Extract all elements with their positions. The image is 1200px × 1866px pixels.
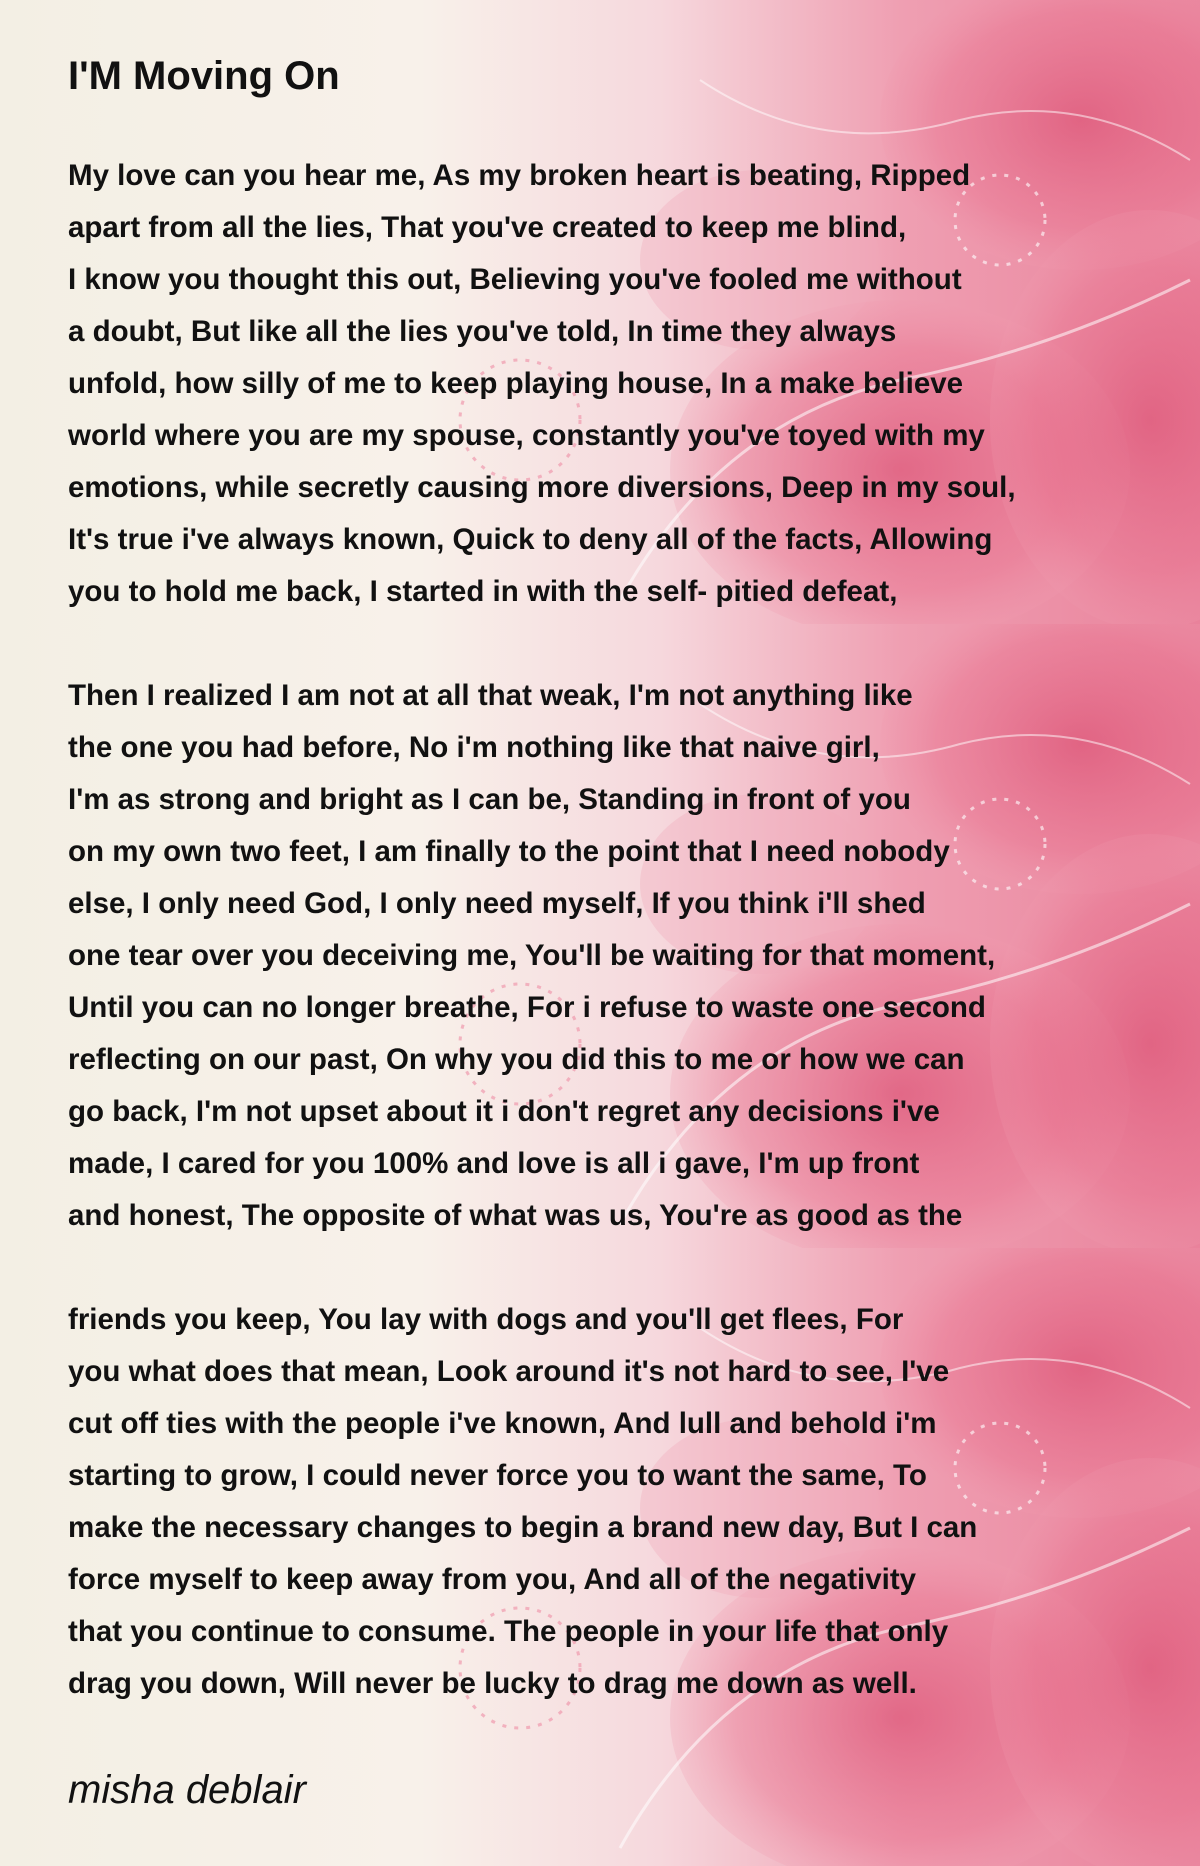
poem-line: you to hold me back, I started in with the self- pitied defeat, — [68, 575, 898, 608]
poem-line: friends you keep, You lay with dogs and you'll get flees, For — [68, 1303, 904, 1336]
poem-line: It's true i've always known, Quick to deny all of the facts, Allowing — [68, 523, 993, 556]
poem-line: you what does that mean, Look around it's not hard to see, I've — [68, 1355, 950, 1388]
poem-line: on my own two feet, I am finally to the point that I need nobody — [68, 835, 950, 868]
poem-line: that you continue to consume. The people in your life that only — [68, 1615, 949, 1648]
poem-line: world where you are my spouse, constantly you've toyed with my — [68, 419, 985, 452]
stanza-3 — [68, 1294, 1178, 1710]
poem-line: and honest, The opposite of what was us, You're as good as the — [68, 1199, 963, 1232]
poem-line: made, I cared for you 100% and love is all i gave, I'm up front — [68, 1147, 920, 1180]
poem-line: make the necessary changes to begin a brand new day, But I can — [68, 1511, 978, 1544]
poem-line: unfold, how silly of me to keep playing house, In a make believe — [68, 367, 964, 400]
poem-line: one tear over you deceiving me, You'll be waiting for that moment, — [68, 939, 996, 972]
poem-line: I know you thought this out, Believing you've fooled me without — [68, 263, 962, 296]
poem-title: I'M Moving On — [68, 54, 340, 98]
poem-line: Then I realized I am not at all that weak, I'm not anything like — [68, 679, 913, 712]
poem-line: cut off ties with the people i've known, And lull and behold i'm — [68, 1407, 937, 1440]
poem-line: starting to grow, I could never force you to want the same, To — [68, 1459, 927, 1492]
poem-line: the one you had before, No i'm nothing like that naive girl, — [68, 731, 880, 764]
poem-line: reflecting on our past, On why you did this to me or how we can — [68, 1043, 965, 1076]
poem-line: else, I only need God, I only need myself, If you think i'll shed — [68, 887, 926, 920]
poem-line: drag you down, Will never be lucky to drag me down as well. — [68, 1667, 917, 1700]
poem-author: misha deblair — [68, 1768, 306, 1812]
stanza-1 — [68, 150, 1178, 618]
stanza-2 — [68, 670, 1178, 1242]
poem-line: apart from all the lies, That you've created to keep me blind, — [68, 211, 907, 244]
poem-line: go back, I'm not upset about it i don't regret any decisions i've — [68, 1095, 940, 1128]
poem-line: emotions, while secretly causing more diversions, Deep in my soul, — [68, 471, 1016, 504]
poem-line: force myself to keep away from you, And all of the negativity — [68, 1563, 917, 1596]
poem-line: I'm as strong and bright as I can be, Standing in front of you — [68, 783, 911, 816]
poem-line: My love can you hear me, As my broken heart is beating, Ripped — [68, 159, 971, 192]
poem-line: a doubt, But like all the lies you've told, In time they always — [68, 315, 897, 348]
poem-line: Until you can no longer breathe, For i refuse to waste one second — [68, 991, 986, 1024]
